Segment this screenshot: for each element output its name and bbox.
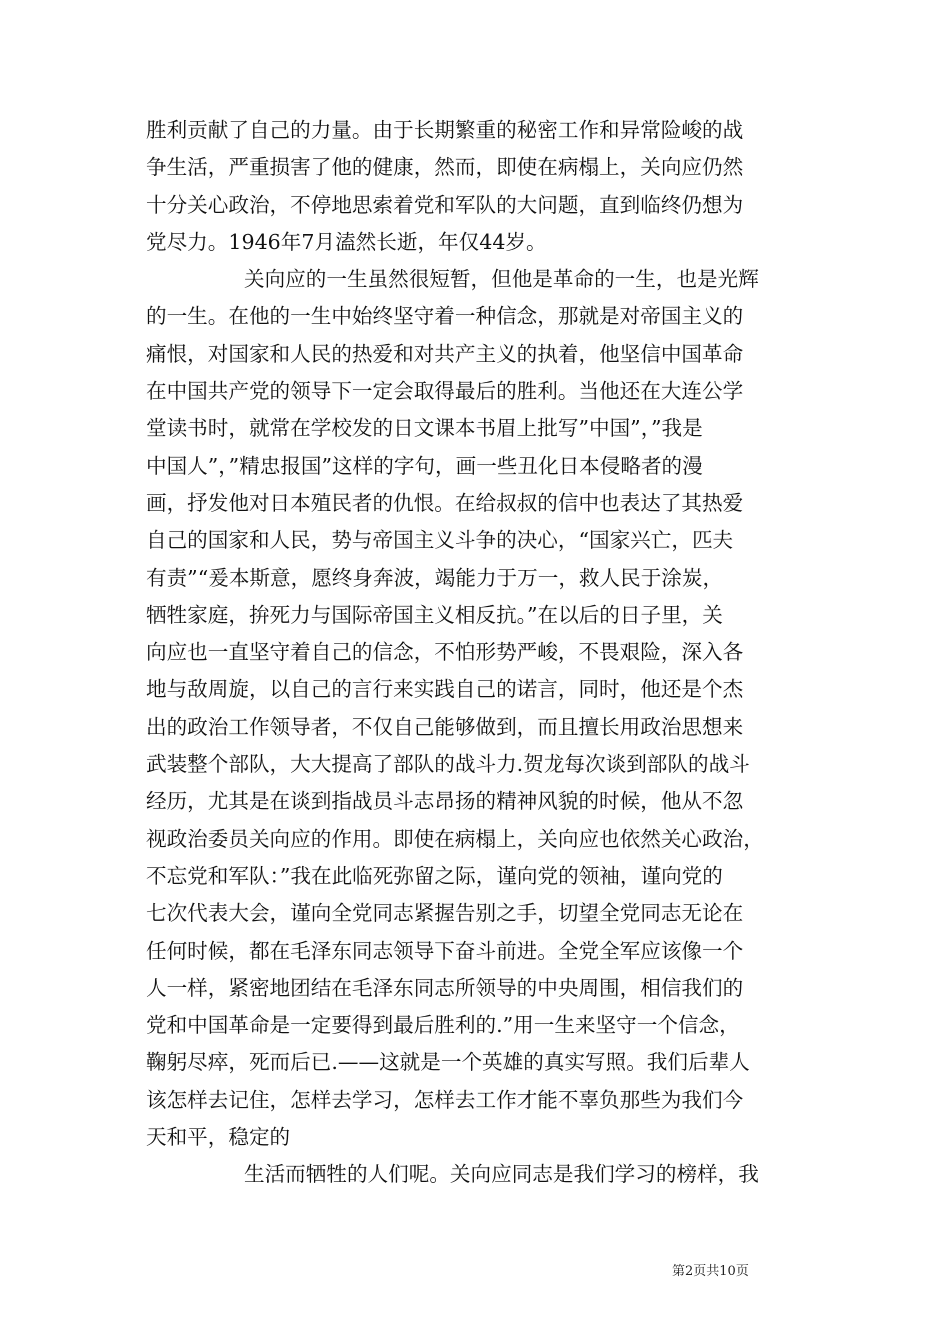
text-line: 向应也一直坚守着自己的信念，不怕形势严峻，不畏艰险，深入各 bbox=[146, 640, 744, 665]
text-line: 十分关心政治，不停地思索着党和军队的大问题，直到临终仍想为 bbox=[146, 192, 744, 217]
text-line: 天和平，稳定的 bbox=[146, 1125, 291, 1150]
text-line: 鞠躬尽瘁，死而后已.——这就是一个英雄的真实写照。我们后辈人 bbox=[146, 1050, 750, 1075]
body-text bbox=[146, 112, 826, 1194]
text-line: 在中国共产党的领导下一定会取得最后的胜利。当他还在大连公学 bbox=[146, 379, 744, 404]
text-line: 痛恨，对国家和人民的热爱和对共产主义的执着，他坚信中国革命 bbox=[146, 341, 744, 366]
text-line: 人一样，紧密地团结在毛泽东同志所领导的中央周围，相信我们的 bbox=[146, 975, 744, 1000]
text-line: 争生活，严重损害了他的健康，然而，即使在病榻上，关向应仍然 bbox=[146, 155, 744, 180]
text-line: 武装整个部队，大大提高了部队的战斗力.贺龙每次谈到部队的战斗 bbox=[146, 752, 750, 777]
text-line: 党和中国革命是一定要得到最后胜利的.”用一生来坚守一个信念， bbox=[146, 1013, 740, 1038]
text-line: 有责”“爰本斯意，愿终身奔波，竭能力于万一，救人民于涂炭， bbox=[146, 565, 724, 590]
text-line: 经历，尤其是在谈到指战员斗志昂扬的精神风貌的时候，他从不忽 bbox=[146, 789, 744, 814]
text-line: 不忘党和军队：”我在此临死弥留之际，谨向党的领袖，谨向党的 bbox=[146, 863, 723, 888]
text-line: 画，抒发他对日本殖民者的仇恨。在给叔叔的信中也表达了其热爱 bbox=[146, 490, 744, 515]
text-line: 视政治委员关向应的作用。即使在病榻上，关向应也依然关心政治， bbox=[146, 826, 764, 851]
paragraph-start-line: 生活而牺牲的人们呢。关向应同志是我们学习的榜样，我 bbox=[244, 1162, 759, 1187]
text-line: 堂读书时，就常在学校发的日文课本书眉上批写”中国”，”我是 bbox=[146, 416, 703, 441]
page-number-footer: 第2页共10页 bbox=[672, 1264, 749, 1279]
text-line: 中国人”，”精忠报国”这样的字句，画一些丑化日本侵略者的漫 bbox=[146, 453, 703, 478]
text-line: 出的政治工作领导者，不仅自己能够做到，而且擅长用政治思想来 bbox=[146, 714, 744, 739]
text-line: 七次代表大会，谨向全党同志紧握告别之手，切望全党同志无论在 bbox=[146, 901, 744, 926]
paragraph-start-line: 关向应的一生虽然很短暂，但他是革命的一生，也是光辉 bbox=[244, 267, 759, 292]
text-line: 党尽力。1946年7月溘然长逝，年仅44岁。 bbox=[146, 229, 547, 254]
text-line: 胜利贡献了自己的力量。由于长期繁重的秘密工作和异常险峻的战 bbox=[146, 118, 744, 142]
text-line: 的一生。在他的一生中始终坚守着一种信念，那就是对帝国主义的 bbox=[146, 304, 744, 329]
text-line: 该怎样去记住，怎样去学习，怎样去工作才能不辜负那些为我们今 bbox=[146, 1087, 744, 1112]
text-line: 地与敌周旋，以自己的言行来实践自己的诺言，同时，他还是个杰 bbox=[146, 677, 744, 702]
text-line: 自己的国家和人民，势与帝国主义斗争的决心，“国家兴亡，匹夫 bbox=[146, 528, 734, 553]
text-line: 牺牲家庭，拚死力与国际帝国主义相反抗。”在以后的日子里，关 bbox=[146, 602, 723, 627]
text-line: 任何时候，都在毛泽东同志领导下奋斗前进。全党全军应该像一个 bbox=[146, 938, 744, 963]
